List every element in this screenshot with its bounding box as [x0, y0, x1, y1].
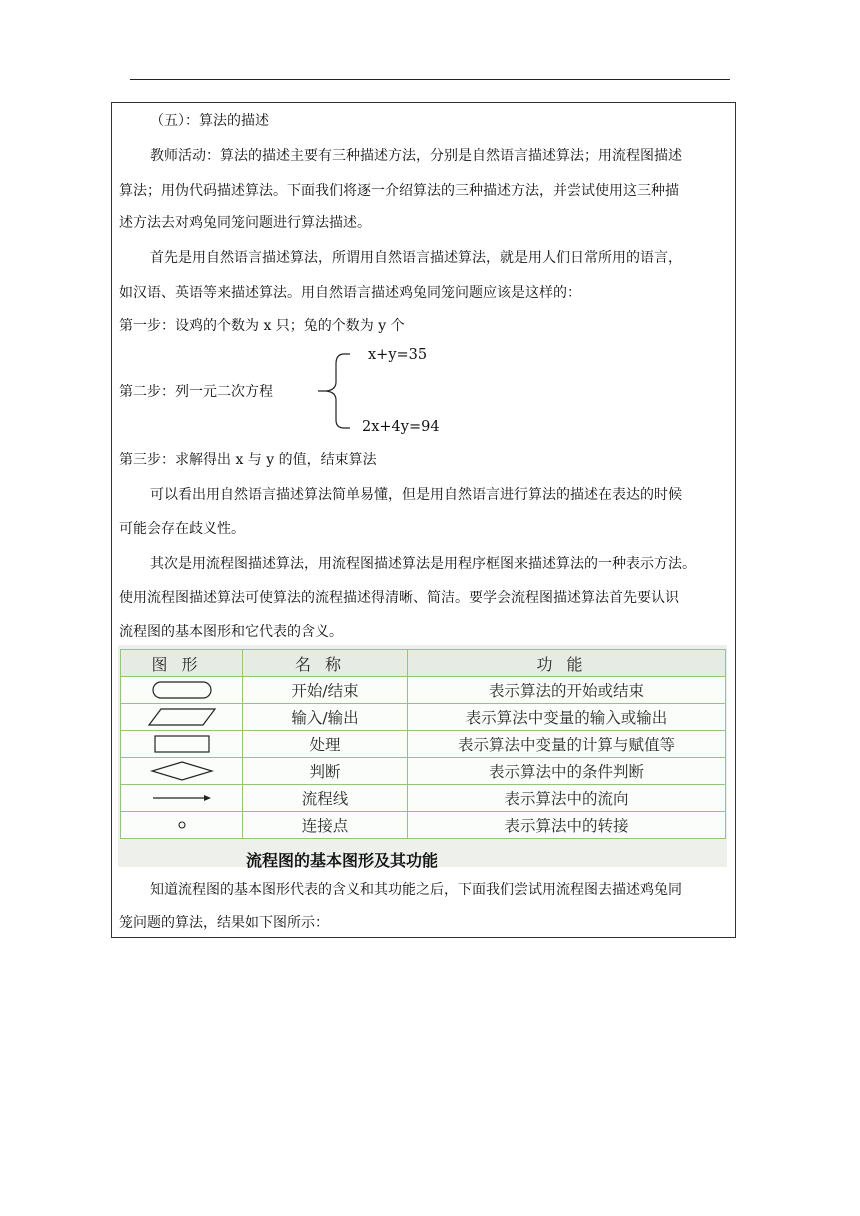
- header-shape: 图形: [121, 650, 243, 677]
- para2-line1: 首先是用自然语言描述算法，所谓用自然语言描述算法，就是用人们日常所用的语言，: [150, 250, 682, 266]
- para1-line1: 教师活动：算法的描述主要有三种描述方法，分别是自然语言描述算法；用流程图描述: [150, 148, 682, 164]
- connector-icon: [121, 812, 243, 839]
- arrow-icon: [121, 785, 243, 812]
- row-function: 表示算法中变量的输入或输出: [408, 704, 726, 731]
- equation-brace: [312, 350, 362, 432]
- row-function: 表示算法的开始或结束: [408, 677, 726, 704]
- para5-line2: 笼问题的算法，结果如下图所示：: [119, 915, 329, 931]
- flowchart-symbol-table-figure: [118, 645, 727, 867]
- step-2: 第二步：列一元二次方程: [119, 384, 273, 400]
- para4-line3: 流程图的基本图形和它代表的含义。: [119, 624, 343, 640]
- row-function: 表示算法中的条件判断: [408, 758, 726, 785]
- terminal-icon: [121, 677, 243, 704]
- equation-2: 2x+4y=94: [362, 419, 440, 435]
- table-row: [121, 677, 726, 704]
- table-row: [121, 812, 726, 839]
- row-name: 处理: [243, 731, 408, 758]
- table-row: [121, 731, 726, 758]
- para4-line2: 使用流程图描述算法可使算法的流程描述得清晰、简洁。要学会流程图描述算法首先要认识: [119, 590, 679, 606]
- parallelogram-icon: [121, 704, 243, 731]
- header-rule: [130, 79, 730, 80]
- rectangle-icon: [121, 731, 243, 758]
- para2-line2: 如汉语、英语等来描述算法。用自然语言描述鸡兔同笼问题应该是这样的：: [119, 285, 581, 301]
- row-name: 输入/输出: [243, 704, 408, 731]
- table-row: [121, 704, 726, 731]
- table-header-row: [121, 650, 726, 677]
- table-row: [121, 785, 726, 812]
- row-name: 流程线: [243, 785, 408, 812]
- flowchart-symbol-table: [120, 649, 726, 839]
- para5-line1: 知道流程图的基本图形代表的含义和其功能之后，下面我们尝试用流程图去描述鸡兔同: [150, 882, 682, 898]
- equation-1: x+y=35: [368, 347, 428, 363]
- step-1: 第一步：设鸡的个数为 x 只；兔的个数为 y 个: [119, 318, 405, 334]
- para3-line1: 可以看出用自然语言描述算法简单易懂，但是用自然语言进行算法的描述在表达的时候: [150, 487, 682, 503]
- header-name: 名称: [243, 650, 408, 677]
- para1-line3: 述方法去对鸡兔同笼问题进行算法描述。: [119, 215, 371, 231]
- para3-line2: 可能会存在歧义性。: [119, 521, 245, 537]
- table-caption: 流程图的基本图形及其功能: [246, 851, 439, 870]
- table-row: [121, 758, 726, 785]
- row-name: 连接点: [243, 812, 408, 839]
- diamond-icon: [121, 758, 243, 785]
- row-function: 表示算法中的流向: [408, 785, 726, 812]
- row-name: 判断: [243, 758, 408, 785]
- para1-line2: 算法；用伪代码描述算法。下面我们将逐一介绍算法的三种描述方法，并尝试使用这三种描: [119, 183, 679, 199]
- section-title: （五）：算法的描述: [150, 113, 269, 129]
- row-name: 开始/结束: [243, 677, 408, 704]
- header-function: 功能: [408, 650, 726, 677]
- para4-line1: 其次是用流程图描述算法，用流程图描述算法是用程序框图来描述算法的一种表示方法。: [150, 556, 696, 572]
- row-function: 表示算法中的转接: [408, 812, 726, 839]
- step-3: 第三步：求解得出 x 与 y 的值，结束算法: [119, 452, 377, 468]
- row-function: 表示算法中变量的计算与赋值等: [408, 731, 726, 758]
